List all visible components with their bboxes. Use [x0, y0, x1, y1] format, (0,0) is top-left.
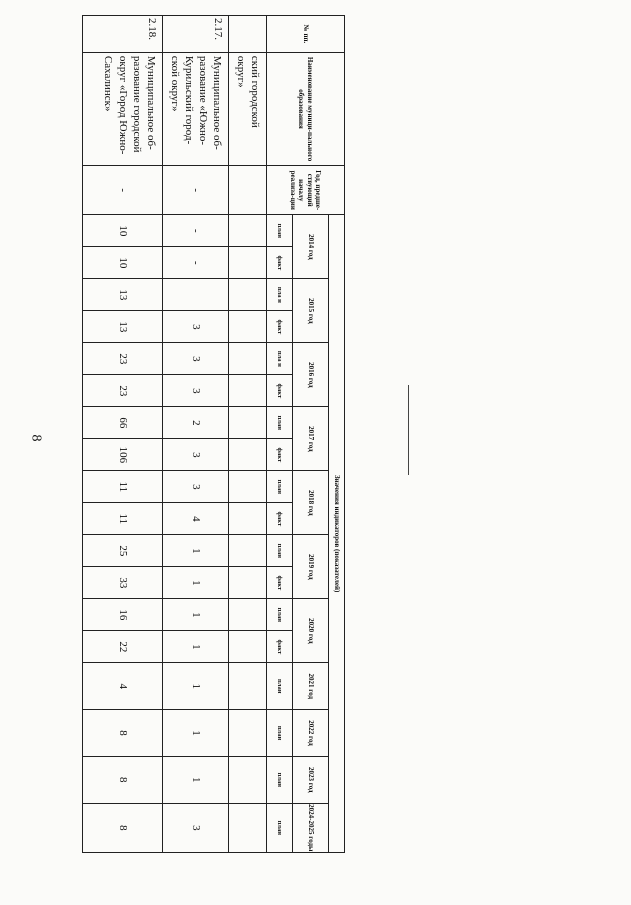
row-num: 2.17.	[163, 16, 229, 53]
sub-plan: план	[267, 471, 293, 503]
cell: 106	[83, 439, 163, 471]
scan-mark-line	[408, 385, 409, 475]
cell: 25	[83, 535, 163, 567]
row-before	[229, 166, 267, 215]
cell: 1	[163, 567, 229, 599]
cell	[229, 663, 267, 710]
cell	[229, 471, 267, 503]
cell: -	[163, 215, 229, 247]
table-row	[83, 16, 163, 853]
cell: 13	[83, 311, 163, 343]
header-2015: 2015 год	[293, 279, 329, 343]
table-row	[229, 16, 267, 853]
header-2023: 2023 год	[293, 756, 329, 803]
cell: 8	[83, 803, 163, 852]
cell: 3	[163, 803, 229, 852]
header-num: № пп.	[267, 16, 345, 53]
sub-plan: пла н	[267, 279, 293, 311]
cell	[163, 279, 229, 311]
header-2018: 2018 год	[293, 471, 329, 535]
cell: 10	[83, 247, 163, 279]
cell: 22	[83, 631, 163, 663]
row-num	[229, 16, 267, 53]
row-before: -	[163, 166, 229, 215]
cell: 1	[163, 663, 229, 710]
header-2014: 2014 год	[293, 215, 329, 279]
header-2021: 2021 год	[293, 663, 329, 710]
row-name: Муниципальное об-разование «Южно-Курильский город-ской округ»	[163, 52, 229, 165]
cell: 8	[83, 710, 163, 757]
header-2020: 2020 год	[293, 599, 329, 663]
cell	[229, 756, 267, 803]
sub-fact: факт	[267, 311, 293, 343]
cell: 4	[83, 663, 163, 710]
cell: 23	[83, 375, 163, 407]
header-year-before: Год, предше-ствующий началу реализа-ции	[267, 166, 345, 215]
sub-fact: факт	[267, 439, 293, 471]
cell: 33	[83, 567, 163, 599]
cell: -	[163, 247, 229, 279]
cell: 1	[163, 710, 229, 757]
header-values: Значения индикаторов (показателей)	[329, 215, 345, 853]
row-name: Муниципальное об-разование городской округ «Город Южно-Сахалинск»	[83, 52, 163, 165]
sub-plan: план	[267, 663, 293, 710]
cell: 66	[83, 407, 163, 439]
row-name: ский городской округ»	[229, 52, 267, 165]
sub-fact: факт	[267, 503, 293, 535]
cell: 3	[163, 439, 229, 471]
cell: 1	[163, 599, 229, 631]
cell: 16	[83, 599, 163, 631]
cell	[229, 311, 267, 343]
row-num: 2.18.	[83, 16, 163, 53]
sub-fact: факт	[267, 375, 293, 407]
cell: 10	[83, 215, 163, 247]
header-name: Наименование муници-пального образования	[267, 52, 345, 165]
cell	[229, 247, 267, 279]
cell: 11	[83, 503, 163, 535]
header-2024: 2024-2025 годы	[293, 803, 329, 852]
cell: 23	[83, 343, 163, 375]
cell: 1	[163, 631, 229, 663]
cell	[229, 439, 267, 471]
cell: 4	[163, 503, 229, 535]
cell	[229, 343, 267, 375]
cell: 1	[163, 535, 229, 567]
sub-plan: план	[267, 215, 293, 247]
sub-plan: план	[267, 599, 293, 631]
sub-plan: план	[267, 756, 293, 803]
header-2019: 2019 год	[293, 535, 329, 599]
sub-fact: факт	[267, 567, 293, 599]
cell: 3	[163, 375, 229, 407]
cell	[229, 215, 267, 247]
sub-plan: план	[267, 710, 293, 757]
sub-fact: факт	[267, 631, 293, 663]
cell	[229, 279, 267, 311]
cell: 3	[163, 311, 229, 343]
cell	[229, 710, 267, 757]
cell: 2	[163, 407, 229, 439]
cell: 13	[83, 279, 163, 311]
cell	[229, 599, 267, 631]
sub-fact: факт	[267, 247, 293, 279]
cell: 3	[163, 471, 229, 503]
table-row	[163, 16, 229, 853]
cell: 11	[83, 471, 163, 503]
indicators-table	[82, 15, 345, 853]
header-2022: 2022 год	[293, 710, 329, 757]
sub-plan: план	[267, 803, 293, 852]
rotated-table	[95, 15, 345, 853]
cell: 1	[163, 756, 229, 803]
header-2016: 2016 год	[293, 343, 329, 407]
cell: 3	[163, 343, 229, 375]
row-before: -	[83, 166, 163, 215]
rotated-table-wrapper	[95, 15, 345, 853]
sub-plan: план	[267, 535, 293, 567]
sub-plan: пла н	[267, 343, 293, 375]
cell	[229, 803, 267, 852]
cell	[229, 535, 267, 567]
cell	[229, 567, 267, 599]
cell	[229, 631, 267, 663]
cell	[229, 375, 267, 407]
sub-plan: план	[267, 407, 293, 439]
cell: 8	[83, 756, 163, 803]
cell	[229, 407, 267, 439]
cell	[229, 503, 267, 535]
page-number: 8	[28, 434, 44, 442]
header-2017: 2017 год	[293, 407, 329, 471]
